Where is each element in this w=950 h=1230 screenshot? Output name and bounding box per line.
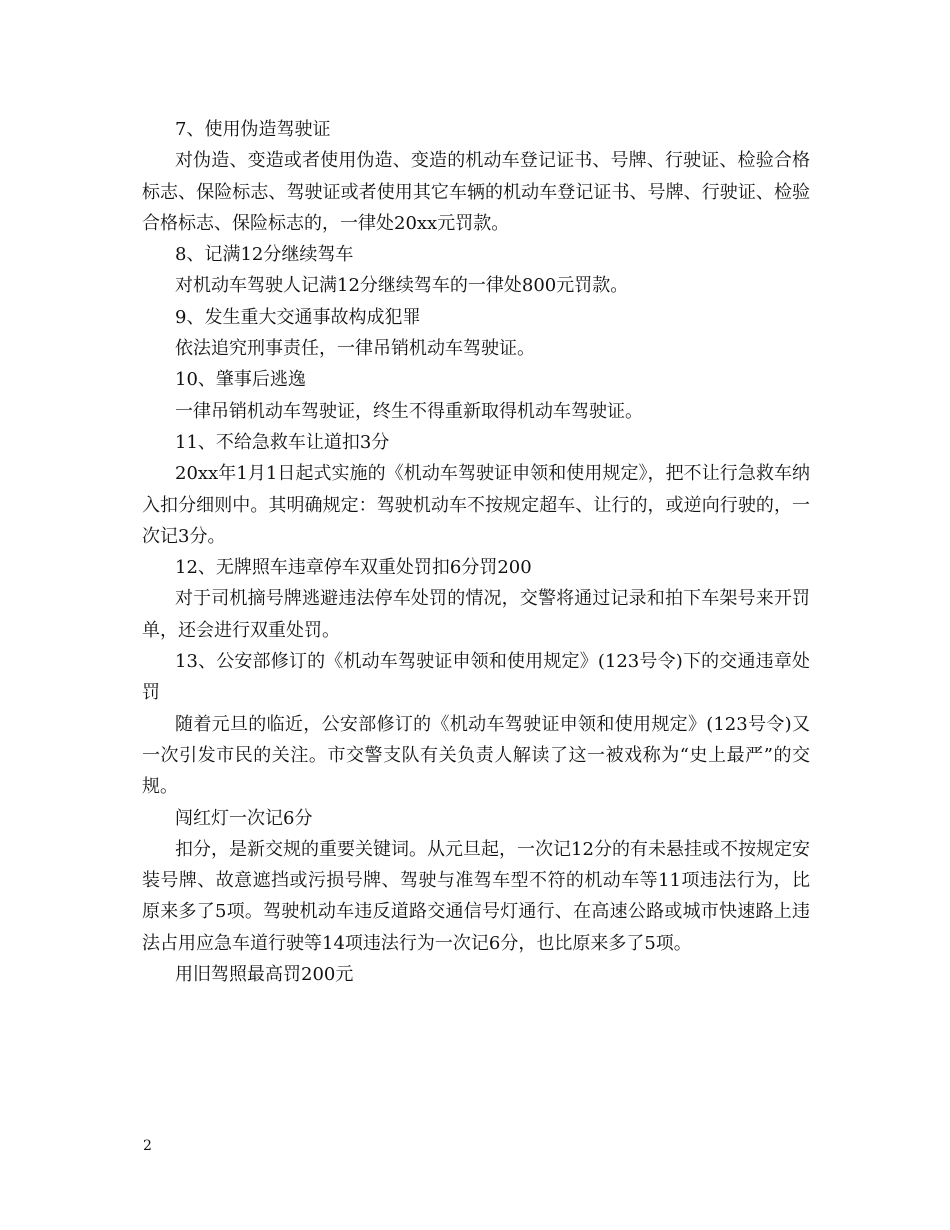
heading-11: 11、不给急救车让道扣3分: [175, 431, 390, 453]
subheading-old-license: 用旧驾照最高罚200元: [175, 964, 354, 986]
heading-8: 8、记满12分继续驾车: [175, 244, 354, 266]
paragraph: 对于司机摘号牌逃避违法停车处罚的情况，交警将通过记录和拍下车架号来开罚单，还会进行双重处罚。: [142, 588, 810, 641]
paragraph: 对机动车驾驶人记满12分继续驾车的一律处800元罚款。: [175, 275, 629, 297]
paragraph: 依法追究刑事责任，一律吊销机动车驾驶证。: [175, 338, 535, 360]
heading-7: 7、使用伪造驾驶证: [175, 119, 331, 140]
paragraph: 随着元旦的临近，公安部修订的《机动车驾驶证申领和使用规定》(123号令)又一次引发市民的关注。市交警支队有关负责人解读了这一被戏称为“史上最严”的交规。: [142, 713, 810, 798]
page-number: 2: [143, 1138, 152, 1154]
paragraph: 一律吊销机动车驾驶证，终生不得重新取得机动车驾驶证。: [175, 400, 643, 422]
subheading-red-light: 闯红灯一次记6分: [175, 807, 313, 829]
paragraph: 对伪造、变造或者使用伪造、变造的机动车登记证书、号牌、行驶证、检验合格标志、保险标志、驾驶证或者使用其它车辆的机动车登记证书、号牌、行驶证、检验合格标志、保险标志的，一律处20xx元罚款。: [142, 150, 810, 234]
heading-13: 13、公安部修订的《机动车驾驶证申领和使用规定》(123号令)下的交通违章处罚: [142, 651, 810, 704]
document-body: [142, 114, 810, 990]
heading-10: 10、肇事后逃逸: [175, 369, 306, 391]
paragraph: 扣分，是新交规的重要关键词。从元旦起，一次记12分的有未悬挂或不按规定安装号牌、故意遮挡或污损号牌、驾驶与准驾车型不符的机动车等11项违法行为，比原来多了5项。驾驶机动车违反道路交通信号灯通行、在高速公路或城市快速路上违法占用应急车道行驶等14项违法行为一次记6分，也比原来多了5项。: [142, 838, 810, 954]
heading-12: 12、无牌照车违章停车双重处罚扣6分罚200: [175, 557, 532, 579]
paragraph: 20xx年1月1日起式实施的《机动车驾驶证申领和使用规定》，把不让行急救车纳入扣分细则中。其明确规定：驾驶机动车不按规定超车、让行的，或逆向行驶的，一次记3分。: [142, 463, 810, 547]
heading-9: 9、发生重大交通事故构成犯罪: [175, 306, 421, 328]
